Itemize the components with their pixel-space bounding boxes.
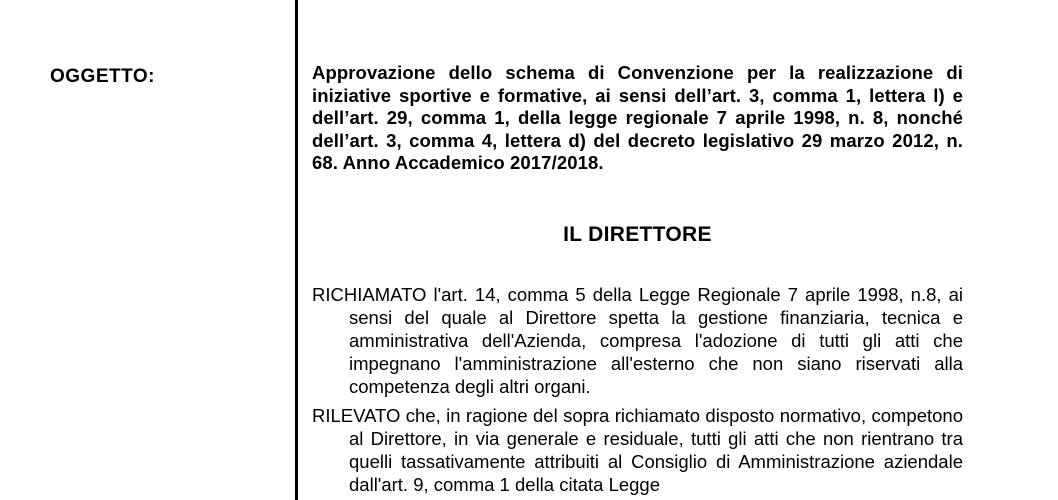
document-heading: IL DIRETTORE [563, 223, 712, 246]
column-divider-line [295, 0, 298, 500]
paragraph-rilevato: RILEVATO che, in ragione del sopra richiamato disposto normativo, competono al Direttore, in via generale e residuale, tutti gli atti che non rientrano tra quelli tassativamente attribuiti al Consiglio di Amministrazione aziendale dall'art. 9, comma 1 della citata Legge [312, 405, 963, 495]
paragraph-richiamato: RICHIAMATO l'art. 14, comma 5 della Legge Regionale 7 aprile 1998, n.8, ai sensi del quale al Direttore spetta la gestione finanziaria, tecnica e amministrativa dell'Azienda, compresa l'adozione di tutti gli atti che impegnano l'amministrazione all'esterno che non siano riservati alla competenza degli altri organi. [312, 284, 963, 397]
document-body-column [312, 0, 963, 500]
oggetto-label: OGGETTO: [50, 66, 155, 87]
subject-paragraph: Approvazione dello schema di Convenzione per la realizzazione di iniziative sportive e formative, ai sensi dell’art. 3, comma 1, lettera l) e dell’art. 29, comma 1, della legge regionale 7 aprile 1998, n. 8, nonché dell’art. 3, comma 4, lettera d) del decreto legislativo 29 marzo 2012, n. 68. Anno Accademico 2017/2018. [312, 62, 963, 173]
